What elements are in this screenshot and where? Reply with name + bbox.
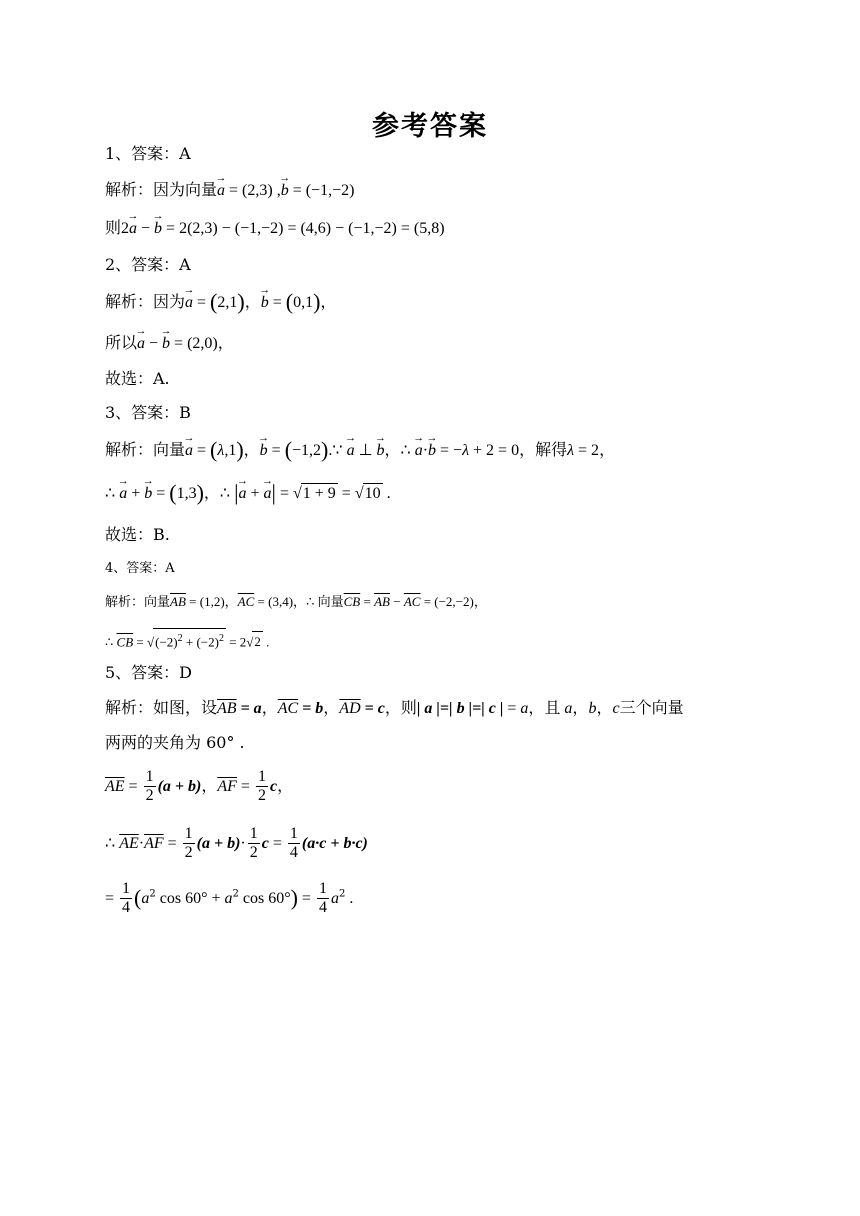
q2-so: 所以→ a − → b = (2,0)， xyxy=(105,333,234,354)
q1-computation: 则2→ a − → b = 2(2,3) − (−1,−2) = (4,6) − (−1,−2) = (5,8) xyxy=(105,218,445,239)
q2-choice: 故选：A. xyxy=(105,369,170,388)
q5-ae-af: $\overline{AE}$ = $\frac{1}{2}$ (a + b)，$\overline{AF}$ = $\frac{1}{2}$ c， xyxy=(105,768,294,804)
q4-answer: 4、答案：A xyxy=(105,561,175,576)
q3-choice: 故选：B. xyxy=(105,525,170,544)
q2-answer: 2、答案：A xyxy=(105,255,191,274)
q3-analysis: 解析：向量→ a = (λ,1)，→ b = (−1,2).∵ → a ⊥ → b，∴ → a·→ b = −λ + 2 = 0，解得λ = 2， xyxy=(105,440,615,461)
q4-length: ∴ $\overline{CB} = √(-2)^2 + (-2)^2 = 2√2$ . xyxy=(105,628,269,653)
q5-angle: 两两的夹角为 60° . xyxy=(105,733,245,752)
q1-answer: 1、答案：A xyxy=(105,144,191,163)
q5-answer: 5、答案：D xyxy=(105,663,193,682)
q3-magnitude: ∴ → a + → b = (1,3)，∴ |→ a + → a| = √1 + 9 = √10 . xyxy=(105,483,391,504)
q4-analysis: 解析：向量$\overline{AB} = (1,2)$，$\overline{AC} = (3,4)$，∴ 向量$\overline{CB} = \overline{AB} - \overline{AC} = (-2,-2)$， xyxy=(105,594,487,610)
q1-analysis: 解析：因为向量→ a = (2,3) ,→ b = (−1,−2) xyxy=(105,180,354,201)
q2-analysis: 解析：因为→ a = (2,1)，→ b = (0,1)， xyxy=(105,292,336,313)
page-title: 参考答案 xyxy=(372,111,488,142)
q3-answer: 3、答案：B xyxy=(105,403,191,422)
q5-dot-product: ∴ $\overline{AE}\cdot\overline{AF}$ = $\frac{1}{2}$ (a + b)· $\frac{1}{2}$ c = $\frac{1}{4}$ (a·c + b·c) xyxy=(105,825,368,861)
q5-result: = $\frac{1}{4}$ ($a^2$ $\cos 60^\circ + a^2$ cos 60°) = $\frac{1}{4}$ $a^2$ . xyxy=(105,880,354,916)
q5-analysis: 解析：如图，设$\overline{AB} = a$，$\overline{AC} = b$，$\overline{AD} = c$，则| a |=| b |=| c | = a，且 a，b，c三个向量 xyxy=(105,698,684,717)
